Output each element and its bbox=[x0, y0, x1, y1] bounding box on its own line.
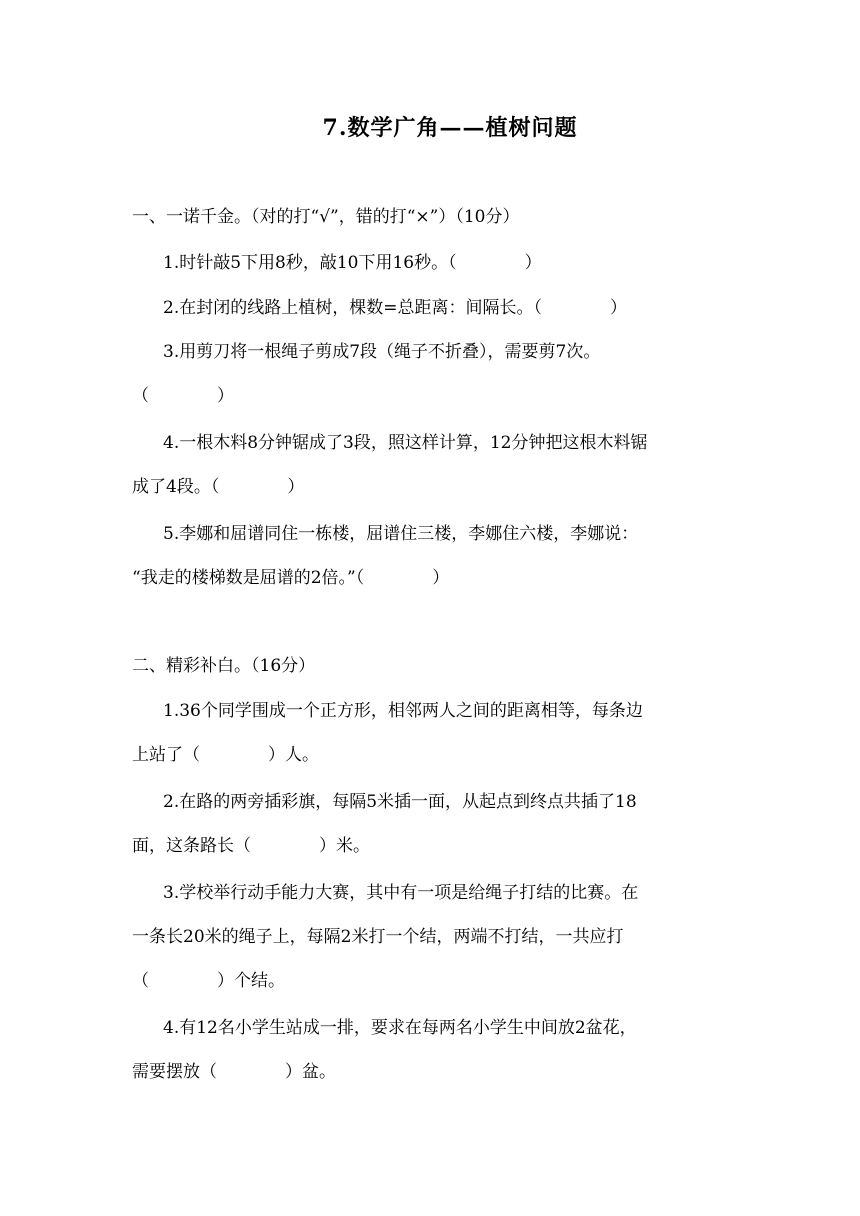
s2-question-2-line-2: 面，这条路长（ ）米。 bbox=[132, 836, 370, 856]
section-2-heading: 二、精彩补白。（16分） bbox=[132, 656, 316, 676]
s2-question-3-line-1: 3.学校举行动手能力大赛，其中有一项是给绳子打结的比赛。在 bbox=[163, 883, 639, 903]
page-title: 7.数学广角——植树问题 bbox=[322, 115, 578, 141]
s2-question-4-line-1: 4.有12名小学生站成一排，要求在每两名小学生中间放2盆花， bbox=[163, 1018, 637, 1038]
s2-question-1-line-1: 1.36个同学围成一个正方形，相邻两人之间的距离相等，每条边 bbox=[163, 701, 643, 721]
s2-question-2-line-1: 2.在路的两旁插彩旗，每隔5米插一面，从起点到终点共插了18 bbox=[163, 792, 637, 812]
s1-question-3-line-1: 3.用剪刀将一根绳子剪成7段（绳子不折叠），需要剪7次。 bbox=[163, 342, 601, 362]
s1-question-4-line-2: 成了4段。（ ） bbox=[132, 477, 305, 497]
s1-question-4-line-1: 4.一根木料8分钟锯成了3段，照这样计算，12分钟把这根木料锯 bbox=[163, 433, 648, 453]
s1-question-2-line-1: 2.在封闭的线路上植树，棵数=总距离：间隔长。（ ） bbox=[163, 298, 627, 318]
s1-question-1-line-1: 1.时针敲5下用8秒，敲10下用16秒。（ ） bbox=[163, 253, 542, 273]
s1-question-5-line-2: “我走的楼梯数是屈谱的2倍。”（ ） bbox=[132, 568, 450, 588]
s1-question-5-line-1: 5.李娜和屈谱同住一栋楼，屈谱住三楼，李娜住六楼，李娜说： bbox=[163, 524, 639, 544]
section-1-heading: 一、一诺千金。（对的打“√”，错的打“×”）（10分） bbox=[132, 207, 520, 227]
s2-question-3-line-2: 一条长20米的绳子上，每隔2米打一个结，两端不打结，一共应打 bbox=[132, 927, 624, 947]
s2-question-4-line-2: 需要摆放（ ）盆。 bbox=[132, 1062, 336, 1082]
s2-question-3-line-3: （ ）个结。 bbox=[132, 971, 285, 991]
s1-question-3-line-2: （ ） bbox=[132, 386, 234, 406]
s2-question-1-line-2: 上站了（ ）人。 bbox=[132, 745, 319, 765]
